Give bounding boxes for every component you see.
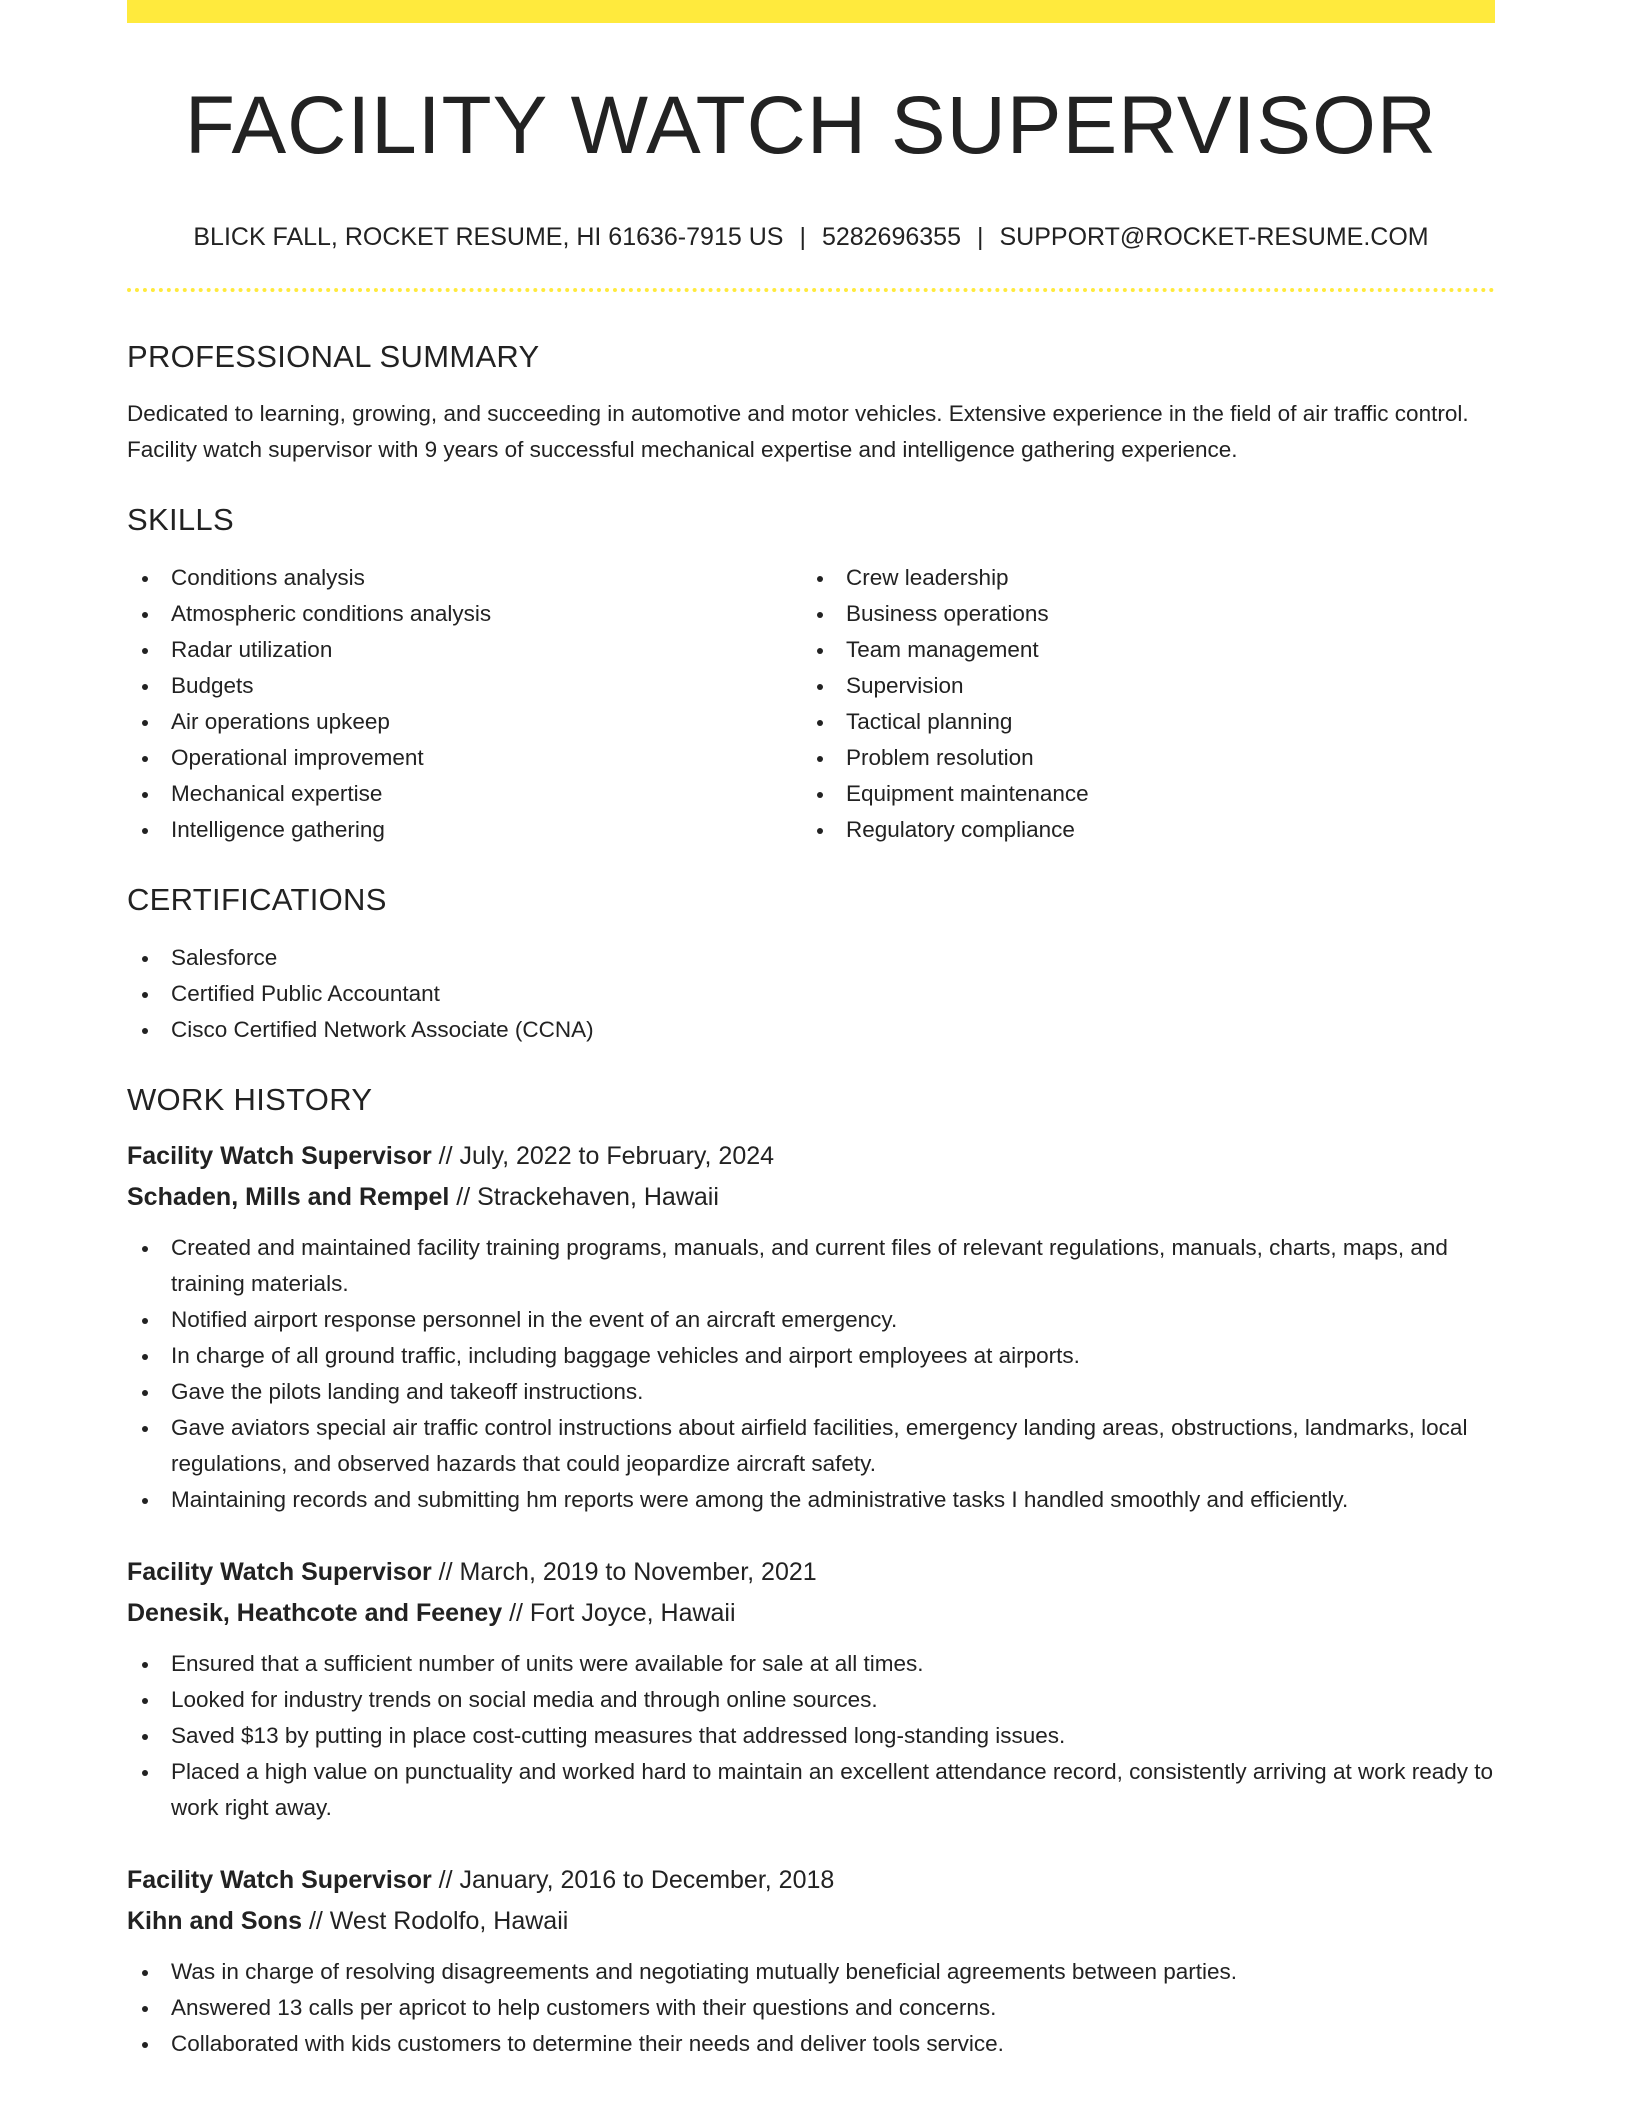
job-bullet: Answered 13 calls per apricot to help customers with their questions and concerns.: [127, 1990, 1495, 2026]
job-company-line: [127, 1909, 1495, 1934]
skills-right-column: [802, 560, 1477, 848]
job-company-line: [127, 1185, 1495, 1210]
skill-item: Team management: [802, 632, 1477, 668]
skill-item: Budgets: [127, 668, 802, 704]
job-bullet: Created and maintained facility training programs, manuals, and current files of relevant regulations, manuals, charts, maps, and training materials.: [127, 1230, 1495, 1302]
skill-item: Tactical planning: [802, 704, 1477, 740]
job-dates: // January, 2016 to December, 2018: [431, 1866, 835, 1894]
contact-phone: 5282696355: [821, 223, 961, 251]
summary-heading: PROFESSIONAL SUMMARY: [127, 339, 540, 374]
job-bullets: [127, 1954, 1495, 2062]
skill-item: Problem resolution: [802, 740, 1477, 776]
skill-item: Mechanical expertise: [127, 776, 802, 812]
certifications-heading: CERTIFICATIONS: [127, 882, 387, 917]
job-location: // Strackehaven, Hawaii: [449, 1183, 719, 1211]
job-bullets: [127, 1646, 1495, 1826]
job-bullet: Ensured that a sufficient number of units were available for sale at all times.: [127, 1646, 1495, 1682]
job-dates: // March, 2019 to November, 2021: [431, 1558, 817, 1586]
job-bullet: Gave the pilots landing and takeoff instructions.: [127, 1374, 1495, 1410]
certification-item: Certified Public Accountant: [127, 976, 1495, 1012]
job-company: Kihn and Sons: [127, 1907, 302, 1935]
job-role: Facility Watch Supervisor: [127, 1866, 432, 1894]
job-bullet: Maintaining records and submitting hm reports were among the administrative tasks I handled smoothly and efficiently.: [127, 1482, 1495, 1518]
job-role: Facility Watch Supervisor: [127, 1558, 432, 1586]
skill-item: Regulatory compliance: [802, 812, 1477, 848]
skill-item: Crew leadership: [802, 560, 1477, 596]
skill-item: Intelligence gathering: [127, 812, 802, 848]
job-title-line: [127, 1144, 1495, 1169]
certification-item: Salesforce: [127, 940, 1495, 976]
job-entry: [127, 1560, 1495, 1826]
skill-item: Supervision: [802, 668, 1477, 704]
job-bullet: Collaborated with kids customers to determine their needs and deliver tools service.: [127, 2026, 1495, 2062]
job-bullet: Was in charge of resolving disagreements and negotiating mutually beneficial agreements between parties.: [127, 1954, 1495, 1990]
job-entry: [127, 1144, 1495, 1518]
job-bullet: In charge of all ground traffic, including baggage vehicles and airport employees at airports.: [127, 1338, 1495, 1374]
dotted-divider: [127, 288, 1495, 292]
skill-item: Conditions analysis: [127, 560, 802, 596]
resume-name: FACILITY WATCH SUPERVISOR: [184, 80, 1438, 171]
certifications-list: [127, 940, 1495, 1048]
work-history-heading: WORK HISTORY: [127, 1082, 373, 1117]
job-bullet: Saved $13 by putting in place cost-cutting measures that addressed long-standing issues.: [127, 1718, 1495, 1754]
job-bullet: Gave aviators special air traffic control instructions about airfield facilities, emergency landing areas, obstructions, landmarks, local regulations, and observed hazards that could jeopardize aircraft safety.: [127, 1410, 1495, 1482]
skill-item: Atmospheric conditions analysis: [127, 596, 802, 632]
contact-line: [127, 225, 1495, 250]
contact-separator: |: [976, 223, 984, 251]
resume-content: [127, 0, 1495, 2062]
contact-address: BLICK FALL, ROCKET RESUME, HI 61636-7915 US: [193, 223, 784, 251]
top-accent-bar: [127, 0, 1495, 23]
job-title-line: [127, 1560, 1495, 1585]
job-bullet: Looked for industry trends on social media and through online sources.: [127, 1682, 1495, 1718]
job-company: Denesik, Heathcote and Feeney: [127, 1599, 503, 1627]
job-location: // West Rodolfo, Hawaii: [302, 1907, 569, 1935]
summary-text: Dedicated to learning, growing, and succeeding in automotive and motor vehicles. Extensive experience in the field of air traffic control. Facility watch supervisor with 9 years of successful mechanical expertise and intelligence gathering experience.: [127, 401, 1469, 462]
job-entry: [127, 1868, 1495, 2062]
contact-separator: |: [799, 223, 806, 251]
skill-item: Equipment maintenance: [802, 776, 1477, 812]
job-location: // Fort Joyce, Hawaii: [502, 1599, 736, 1627]
skills-grid: [127, 560, 1495, 848]
certification-item: Cisco Certified Network Associate (CCNA): [127, 1012, 1495, 1048]
job-dates: // July, 2022 to February, 2024: [431, 1142, 775, 1170]
job-role: Facility Watch Supervisor: [127, 1142, 432, 1170]
skill-item: Business operations: [802, 596, 1477, 632]
skill-item: Radar utilization: [127, 632, 802, 668]
job-company-line: [127, 1601, 1495, 1626]
skills-left-column: [127, 560, 802, 848]
skills-heading: SKILLS: [127, 502, 234, 537]
job-title-line: [127, 1868, 1495, 1893]
job-bullet: Notified airport response personnel in the event of an aircraft emergency.: [127, 1302, 1495, 1338]
skill-item: Air operations upkeep: [127, 704, 802, 740]
job-company: Schaden, Mills and Rempel: [127, 1183, 450, 1211]
job-bullet: Placed a high value on punctuality and worked hard to maintain an excellent attendance record, consistently arriving at work ready to work right away.: [127, 1754, 1495, 1826]
contact-email: SUPPORT@ROCKET-RESUME.COM: [999, 223, 1429, 251]
job-bullets: [127, 1230, 1495, 1518]
skill-item: Operational improvement: [127, 740, 802, 776]
